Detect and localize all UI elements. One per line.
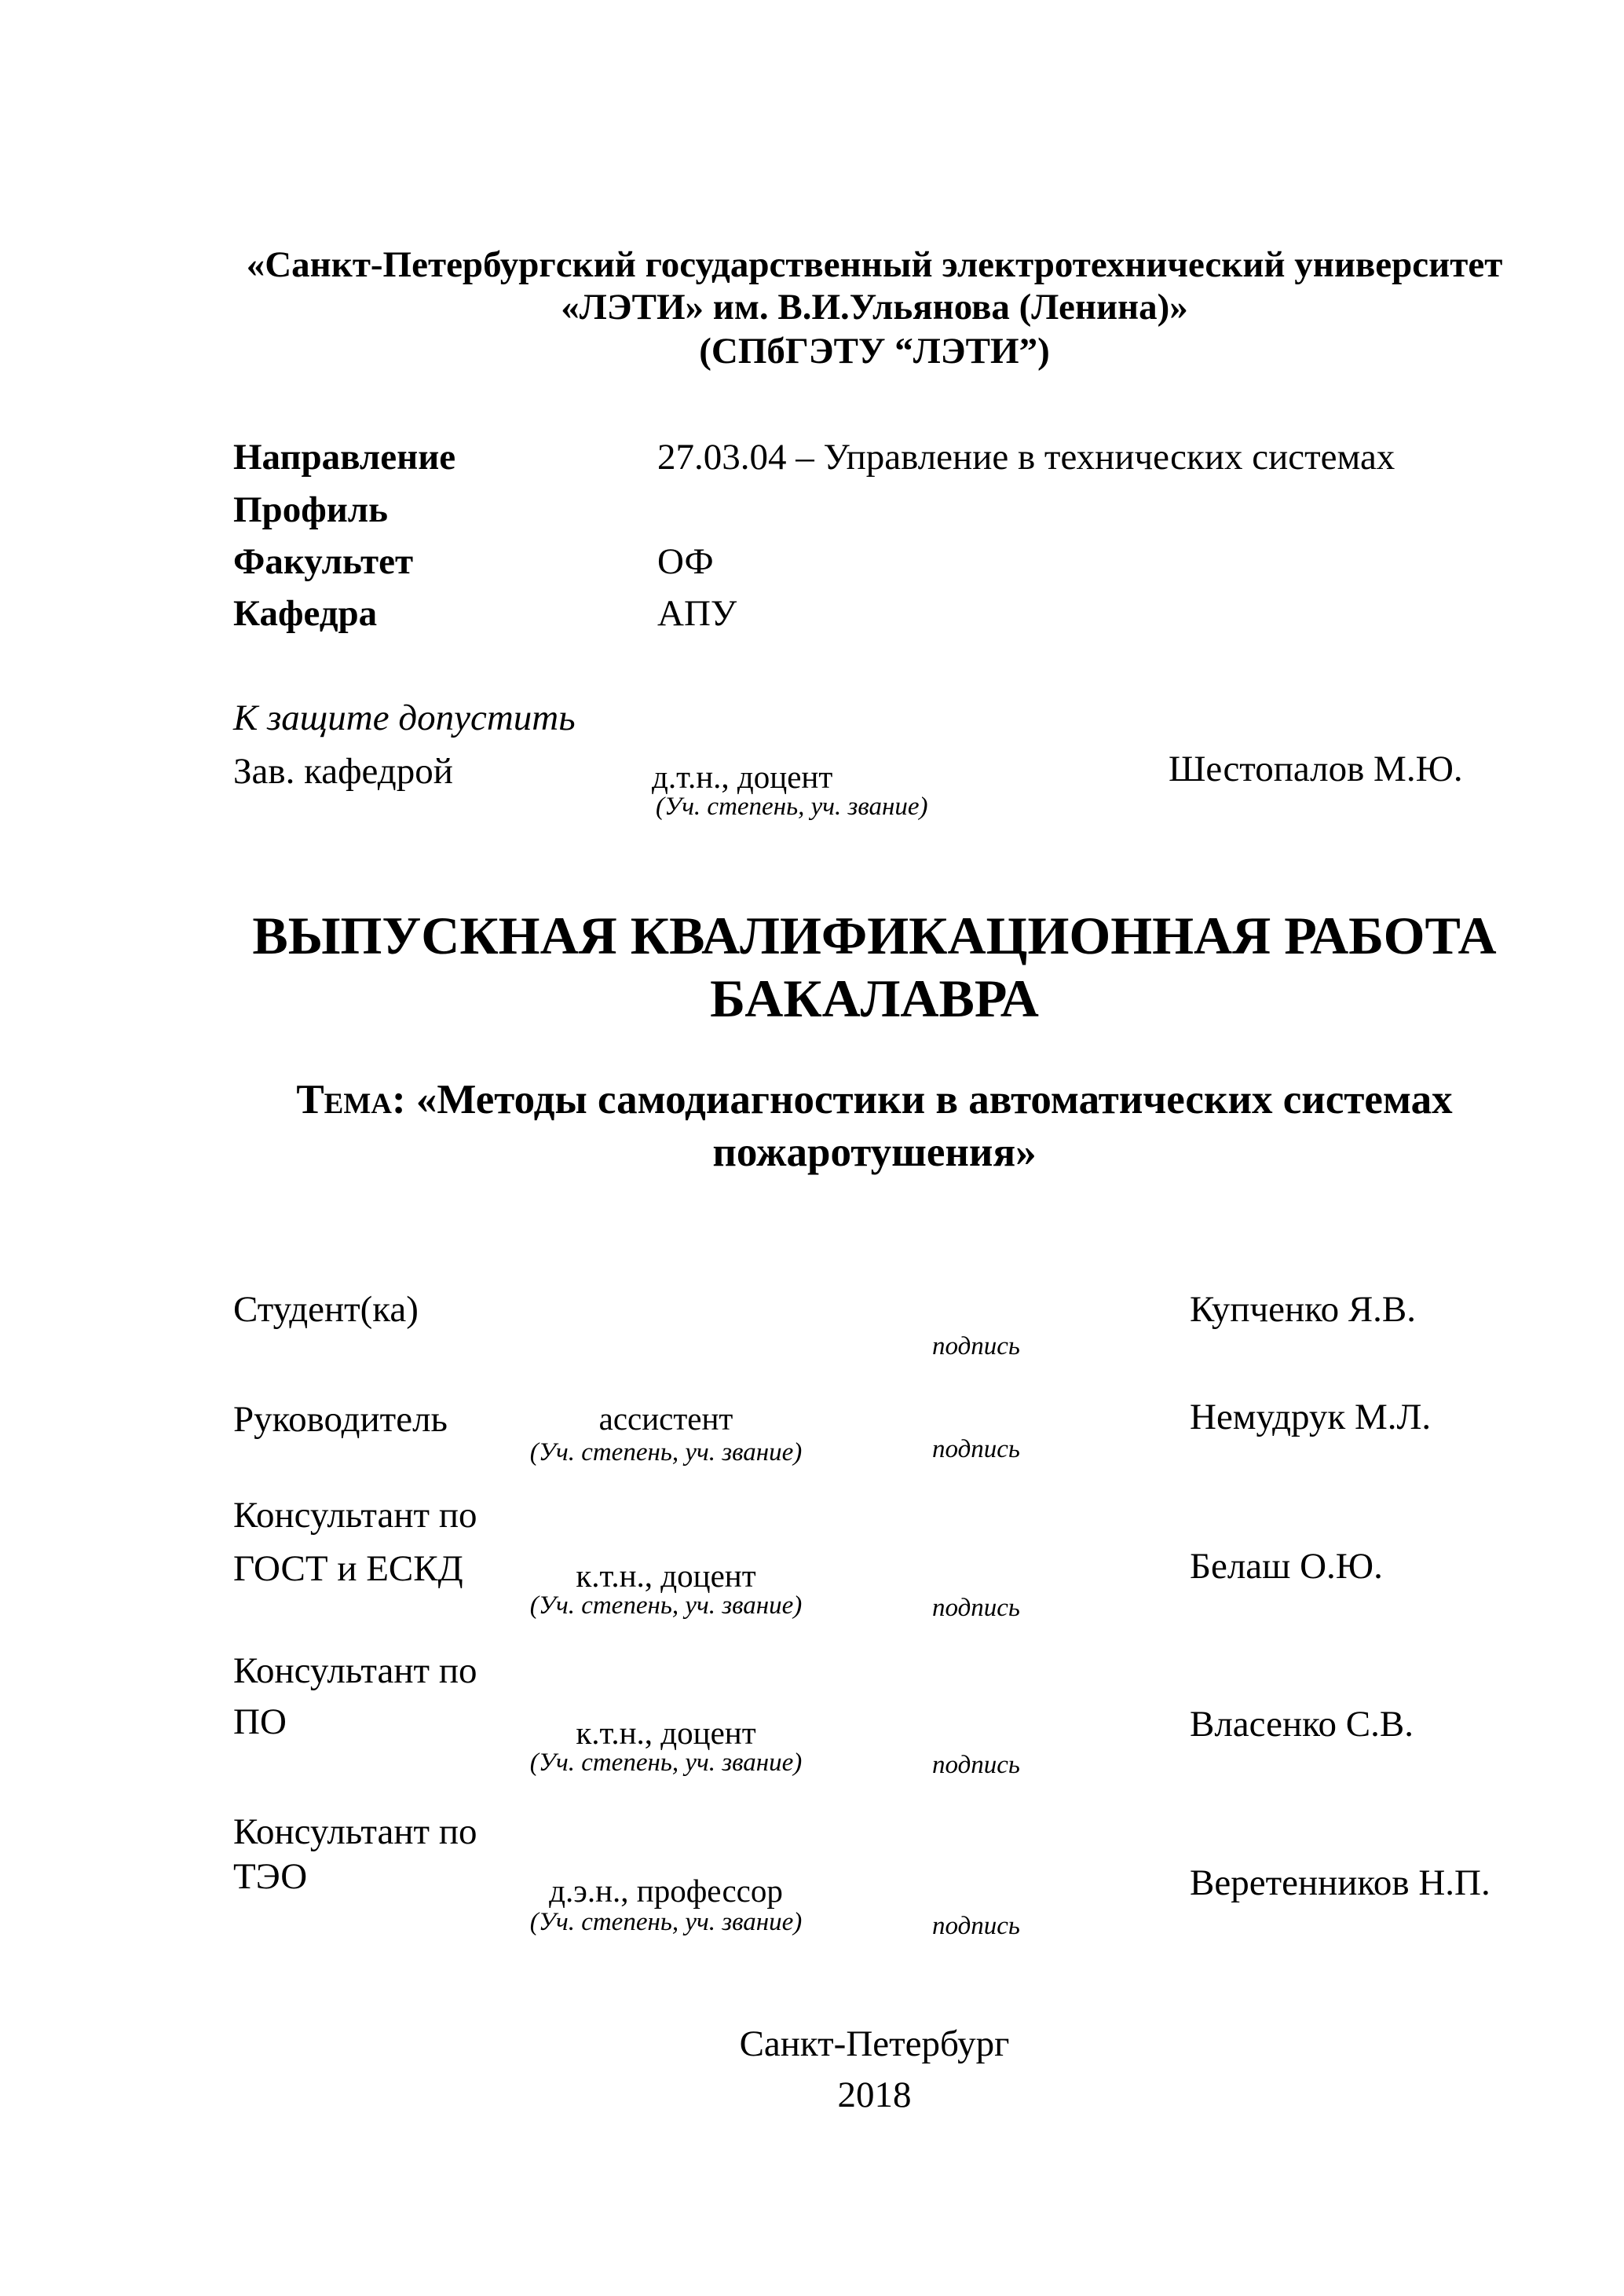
consultant-gost-label-line1: Консультант по: [233, 1495, 477, 1536]
university-name-line1: «Санкт-Петербургский государственный электротехнический университет: [246, 244, 1503, 285]
theme-line2: пожаротушения»: [712, 1130, 1037, 1175]
consultant-po-degree-caption: (Уч. степень, уч. звание): [529, 1749, 803, 1777]
consultant-po-sign-caption: подпись: [932, 1751, 1020, 1779]
student-sign-caption: подпись: [932, 1332, 1020, 1360]
head-of-dept-label: Зав. кафедрой: [233, 751, 453, 792]
work-title-line1: ВЫПУСКНАЯ КВАЛИФИКАЦИОННАЯ РАБОТА: [252, 906, 1497, 965]
university-abbreviation: (СПбГЭТУ “ЛЭТИ”): [699, 331, 1050, 372]
consultant-teo-name: Веретенников Н.П.: [1190, 1862, 1490, 1903]
admission-note: К защите допустить: [233, 698, 576, 738]
consultant-teo-degree-caption: (Уч. степень, уч. звание): [529, 1908, 803, 1936]
direction-label: Направление: [233, 437, 456, 478]
consultant-teo-degree: д.э.н., профессор: [549, 1873, 783, 1909]
consultant-gost-label-line2: ГОСТ и ЕСКД: [233, 1548, 463, 1589]
department-value: АПУ: [657, 593, 737, 634]
faculty-value: ОФ: [657, 541, 714, 582]
profile-label: Профиль: [233, 489, 389, 530]
consultant-po-degree: к.т.н., доцент: [576, 1715, 756, 1751]
city: Санкт-Петербург: [739, 2023, 1010, 2064]
supervisor-degree-caption: (Уч. степень, уч. звание): [529, 1438, 803, 1467]
theme-line1: [233, 1076, 1516, 1124]
consultant-po-label-line2: ПО: [233, 1701, 287, 1742]
year: 2018: [837, 2074, 912, 2115]
supervisor-label: Руководитель: [233, 1399, 448, 1440]
consultant-gost-sign-caption: подпись: [932, 1594, 1020, 1622]
direction-value: 27.03.04 – Управление в технических системах: [657, 437, 1395, 478]
consultant-gost-degree-caption: (Уч. степень, уч. звание): [529, 1591, 803, 1620]
consultant-po-label-line1: Консультант по: [233, 1650, 477, 1691]
faculty-label: Факультет: [233, 541, 414, 582]
supervisor-degree: ассистент: [598, 1401, 733, 1437]
head-degree: д.т.н., доцент: [652, 759, 833, 795]
consultant-gost-degree: к.т.н., доцент: [576, 1558, 756, 1594]
head-of-dept-name: Шестопалов М.Ю.: [1169, 749, 1463, 789]
consultant-gost-name: Белаш О.Ю.: [1190, 1546, 1383, 1587]
theme-text: «Методы самодиагностики в автоматических системах: [415, 1077, 1453, 1122]
consultant-teo-label-line2: ТЭО: [233, 1856, 308, 1897]
supervisor-name: Немудрук М.Л.: [1190, 1397, 1432, 1437]
head-degree-caption: (Уч. степень, уч. звание): [656, 793, 928, 821]
work-title-line2: БАКАЛАВРА: [710, 969, 1039, 1028]
consultant-teo-sign-caption: подпись: [932, 1912, 1020, 1940]
student-label: Студент(ка): [233, 1289, 419, 1330]
supervisor-sign-caption: подпись: [932, 1435, 1020, 1463]
university-name-line2: «ЛЭТИ» им. В.И.Ульянова (Ленина)»: [561, 287, 1188, 328]
theme-label: Тема:: [296, 1077, 406, 1122]
department-label: Кафедра: [233, 593, 378, 634]
student-name: Купченко Я.В.: [1190, 1289, 1417, 1330]
consultant-po-name: Власенко С.В.: [1190, 1704, 1414, 1745]
consultant-teo-label-line1: Консультант по: [233, 1811, 477, 1852]
